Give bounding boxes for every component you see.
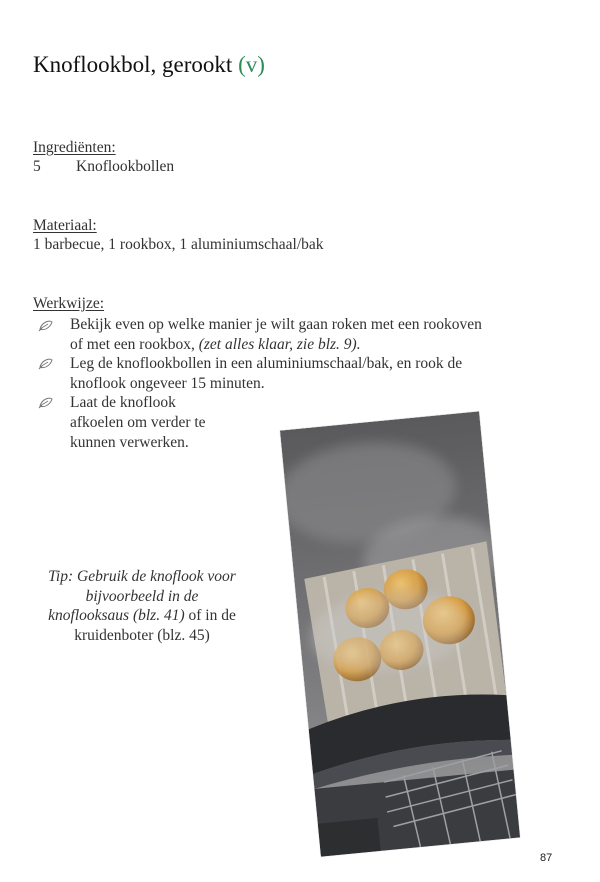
tip-text-5: kruidenboter (blz. 45) xyxy=(74,626,210,644)
tip-line-3 xyxy=(28,606,256,626)
tip-text-4: of in de xyxy=(188,607,236,624)
ingredient-name: Knoflookbollen xyxy=(76,158,175,175)
tip-label: Tip: xyxy=(48,568,74,585)
page-title xyxy=(33,52,265,78)
tip-line-4 xyxy=(28,626,256,646)
step-2-line-1: Leg de knoflookbollen in een aluminiumschaal/bak, en rook de xyxy=(70,355,463,372)
vegetarian-tag: (v) xyxy=(238,52,265,77)
step-1-note: (zet alles klaar, zie blz. 9). xyxy=(198,336,361,353)
photo-illustration xyxy=(280,411,520,856)
step-3-line-1: Laat de knoflook xyxy=(70,394,176,411)
step-1-line-2-text: of met een rookbox, xyxy=(70,336,199,353)
tip-text-3: knoflooksaus (blz. 41) xyxy=(48,607,185,624)
method-step-3 xyxy=(70,393,206,453)
recipe-name: Knoflookbol, gerookt xyxy=(33,52,233,77)
tip-box xyxy=(28,567,256,645)
page-number: 87 xyxy=(540,852,553,864)
leaf-bullet-icon xyxy=(38,396,54,410)
materials-heading: Materiaal: xyxy=(33,217,97,234)
materials-text: 1 barbecue, 1 rookbox, 1 aluminiumschaal/bak xyxy=(33,236,324,253)
step-1-line-1: Bekijk even op welke manier je wilt gaan roken met een rookoven xyxy=(70,316,482,333)
step-2-line-2: knoflook ongeveer 15 minuten. xyxy=(70,375,265,392)
leaf-bullet-icon xyxy=(38,319,54,333)
smoked-garlic-photo xyxy=(280,411,520,856)
ingredient-qty: 5 xyxy=(33,158,41,175)
tip-line-1 xyxy=(28,567,256,587)
ingredients-heading: Ingrediënten: xyxy=(33,139,116,156)
step-1-line-2 xyxy=(70,335,482,355)
method-step-2 xyxy=(70,354,462,394)
tip-text-2: bijvoorbeeld in de xyxy=(85,587,199,605)
step-3-line-2: afkoelen om verder te xyxy=(70,414,206,431)
tip-text-1: Gebruik de knoflook voor xyxy=(77,568,236,585)
tip-line-2 xyxy=(28,587,256,607)
step-3-line-3: kunnen verwerken. xyxy=(70,434,189,451)
method-heading: Werkwijze: xyxy=(33,295,105,312)
leaf-bullet-icon xyxy=(38,357,54,371)
method-step-1 xyxy=(70,315,482,355)
